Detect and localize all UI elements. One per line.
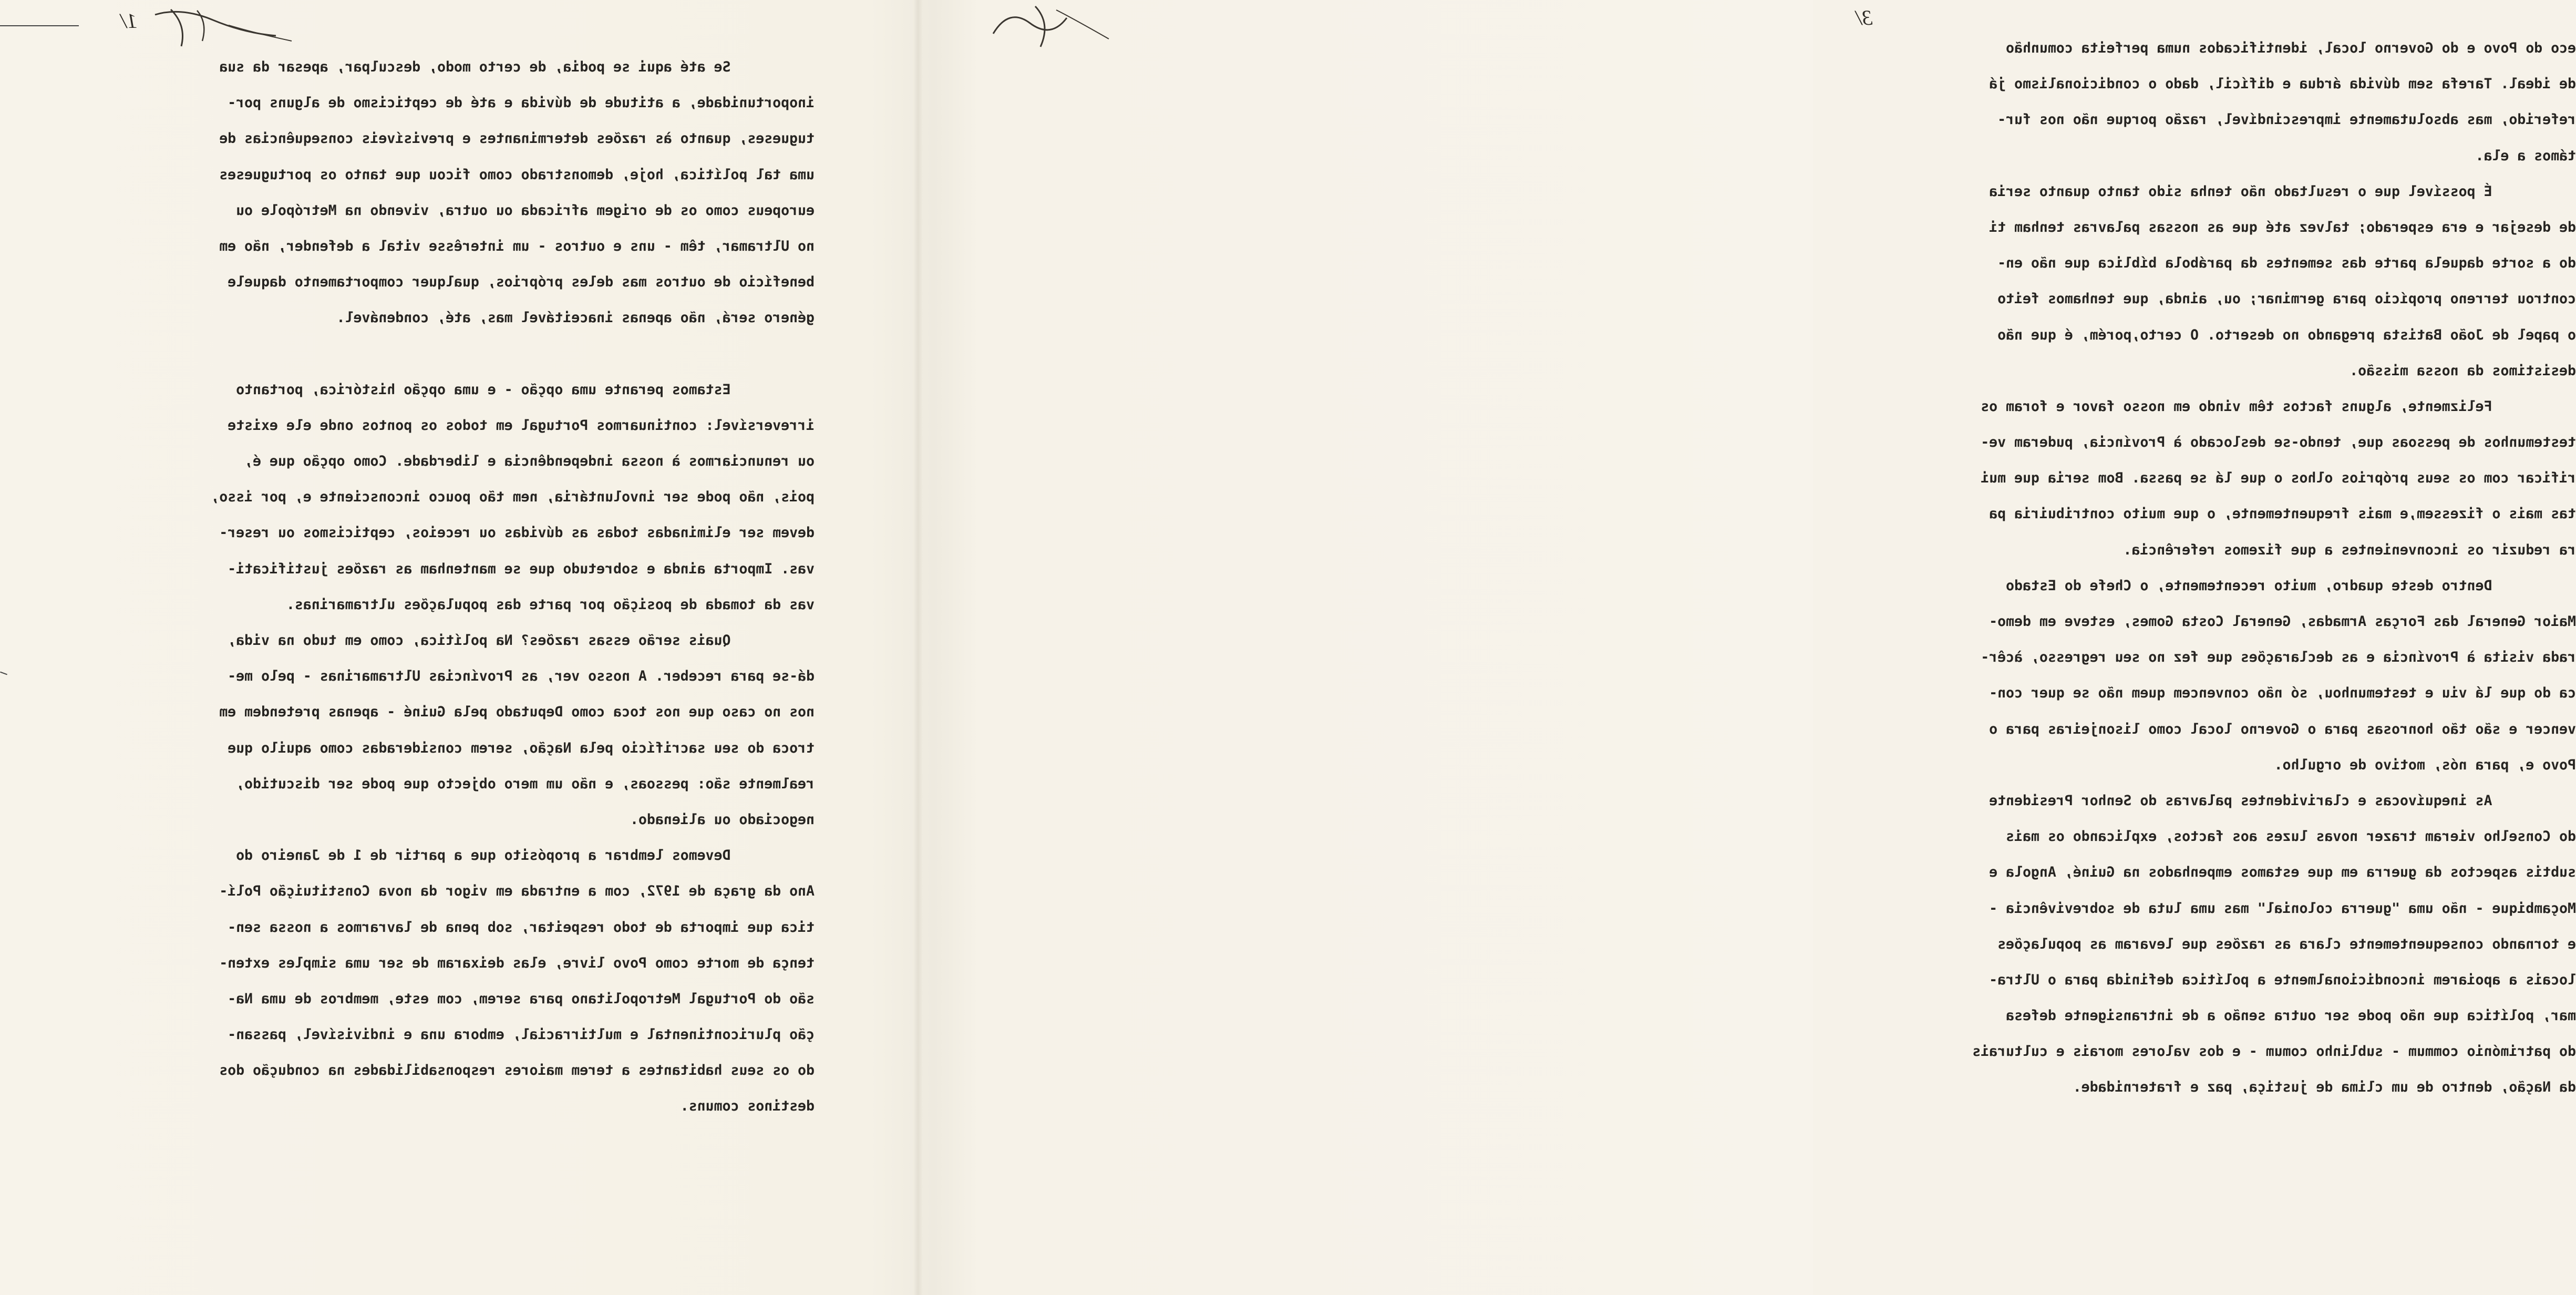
text-line: ção pluricontinental e multirracial, embora una e indivisível, passan-	[228, 1026, 815, 1043]
text-line: do a sorte daquela parte das sementes da parábola bíblica que não en-	[1997, 255, 2576, 272]
text-line: irreversível: continuarmos Portugal em todos os pontos onde ele existe	[228, 417, 815, 434]
text-line: devem ser eliminadas todas as dúvidas ou receios, cepticismos ou reser-	[219, 525, 815, 541]
text-line: tas mais o fizessem,e mais frequentemente, o que muito contribuiria pa	[1989, 506, 2576, 522]
text-line: do Conselho vieram trazer novas luzes aos factos, explicando os mais	[2006, 828, 2576, 845]
text-line: dá-se para receber. A nosso ver, as Províncias Ultramarinas - pelo me-	[228, 668, 815, 685]
page-number-left: 1/	[121, 9, 138, 33]
text-line: tugueses, quanto às razões determinantes e previsíveis consequências de	[219, 130, 815, 147]
text-line: Quais serão essas razões? Na política, como em tudo na vida,	[228, 632, 815, 649]
handwritten-initials-right	[988, 2, 1125, 49]
text-line: ra reduzir os inconvenientes a que fizemos referência.	[2123, 541, 2576, 558]
text-line: Devemos lembrar a propósito que a partir de 1 de Janeiro do	[236, 847, 815, 864]
text-line: Povo e, para nós, motivo de orgulho.	[2274, 756, 2576, 773]
text-line: da Nação, dentro de um clima de justiça, paz e fraternidade.	[2073, 1079, 2576, 1096]
text-line: rificar com os seus próprios olhos o que lá se passa. Bom seria que mui	[1981, 470, 2576, 487]
left-page-text	[89, 49, 815, 1125]
text-line: do património commum - sublinho comum - e dos valores morais e culturais	[1972, 1043, 2576, 1060]
text-line: são do Portugal Metropolitano para serem, com este, membros de uma Na-	[228, 990, 815, 1007]
text-line: e tornando consequentemente clara as razões que levaram as populações	[1997, 936, 2576, 952]
text-line: o papel de João Batista pregando no deserto. O certo,porém, é que não	[1997, 326, 2576, 343]
text-line: género será, não apenas inaceitável mas, até, condenável.	[336, 310, 815, 326]
margin-tick-mark	[0, 672, 7, 675]
text-line: eco do Povo e do Governo local, identificados numa perfeita comunhão	[2006, 40, 2576, 56]
text-line: no Ultramar, têm - uns e outros - um interêsse vital a defender, não em	[219, 238, 815, 254]
text-line: Felizmente, alguns factos têm vindo em nosso favor e foram os	[1981, 398, 2576, 415]
text-line: vas da tomada de posição por parte das populações ultramarinas.	[286, 596, 815, 613]
text-line: subtis aspectos da guerra em que estamos empenhados na Guiné, Angola e	[1989, 864, 2576, 881]
text-line: de ideal. Tarefa sem dúvida árdua e difícil, dado o condicionalismo já	[1989, 76, 2576, 92]
text-line: Ano da graça de 1972, com a entrada em vigor da nova Constituição Polí-	[219, 883, 815, 900]
text-line: benefício de outros mas deles próprios, qualquer comportamento daquele	[228, 274, 815, 291]
text-line: troca do seu sacrifício pela Nação, serem consideradas como aquilo que	[228, 739, 815, 756]
text-line: ou renunciarmos à nossa independência e liberdade. Como opção que é,	[244, 453, 815, 470]
text-line: controu terreno propício para germinar; ou, ainda, que tenhamos feito	[1997, 291, 2576, 307]
text-line: Se até aqui se podia, de certo modo, desculpar, apesar da sua	[219, 59, 815, 75]
text-line: nos no caso que nos toca como Deputado pela Guiné - apenas pretendem em	[219, 704, 815, 721]
left-page	[0, 0, 914, 1295]
text-line: referido, mas absolutamente imprescindível, razão porque não nos fur-	[1997, 111, 2576, 128]
text-line: tica que importa de todo respeitar, sob pena de lavrarmos a nossa sen-	[228, 919, 815, 936]
margin-rule-mark	[0, 25, 79, 26]
page-number-right: 3/	[1856, 6, 1873, 29]
text-line: de desejar e era esperado; talvez até que as nossas palavras tenham ti	[1989, 219, 2576, 235]
paragraph-gap	[89, 336, 815, 372]
text-line: negociado ou alienado.	[630, 811, 815, 828]
text-line: pois, não pode ser involuntária, nem tão pouco inconsciente e, por isso,	[211, 489, 815, 506]
right-page-text	[1846, 30, 2576, 1106]
text-line: mar, política que não pode ser outra senão a de intransigente defesa	[2006, 1008, 2576, 1024]
text-line: Dentro deste quadro, muito recentemente, o Chefe do Estado	[2006, 577, 2576, 594]
text-line: támos a ela.	[2475, 147, 2576, 164]
text-line: destinos comuns.	[680, 1098, 815, 1115]
text-line: realmente são: pessoas, e não um mero objecto que pode ser discutido,	[236, 775, 815, 792]
text-line: Maior General das Forças Armadas, General Costa Gomes, esteve em demo-	[1989, 613, 2576, 630]
text-line: rada visita à Província e as declarações que fez no seu regresso, àcêr-	[1981, 649, 2576, 666]
text-line: As inequívocas e clarividentes palavras do Senhor Presidente	[1989, 792, 2576, 809]
text-line: inoportunidade, a atitude de dúvida e até de cepticismo de alguns por-	[228, 95, 815, 111]
text-line: É possível que o resultado não tenha sido tanto quanto seria	[1989, 183, 2576, 200]
text-line: europeus como os de origem africada ou outra, vivendo na Metrópole ou	[236, 202, 815, 219]
text-line: do os seus habitantes a terem maiores responsabilidades na condução dos	[219, 1062, 815, 1079]
text-line: ca do que lá viu e testemunhou, só não convencem quem não se quer con-	[1989, 685, 2576, 702]
handwritten-initials-left	[150, 4, 307, 52]
text-line: testemunhos de pessoas que, tendo-se deslocado à Província, puderam ve-	[1981, 434, 2576, 451]
right-page	[914, 0, 2576, 1295]
text-line: Moçambique - não uma "guerra colonial" mas uma luta de sobrevivência -	[1989, 900, 2576, 917]
text-line: locais a apoiarem incondicionalmente a política definida para o Ultra-	[1989, 971, 2576, 988]
text-line: uma tal política, hoje, demonstrado como ficou que tanto os portugueses	[219, 166, 815, 183]
text-line: vencer e são tão honrosas para o Governo local como lisonjeiras para o	[1989, 721, 2576, 737]
text-line: tença de morte como Povo livre, elas deixaram de ser uma simples exten-	[219, 954, 815, 971]
text-line: desistimos da nossa missão.	[2350, 362, 2576, 379]
text-line: vas. Importa ainda e sobretudo que se mantenham as razões justificati-	[228, 560, 815, 577]
text-line: Estamos perante uma opção - e uma opção histórica, portanto	[236, 381, 815, 398]
